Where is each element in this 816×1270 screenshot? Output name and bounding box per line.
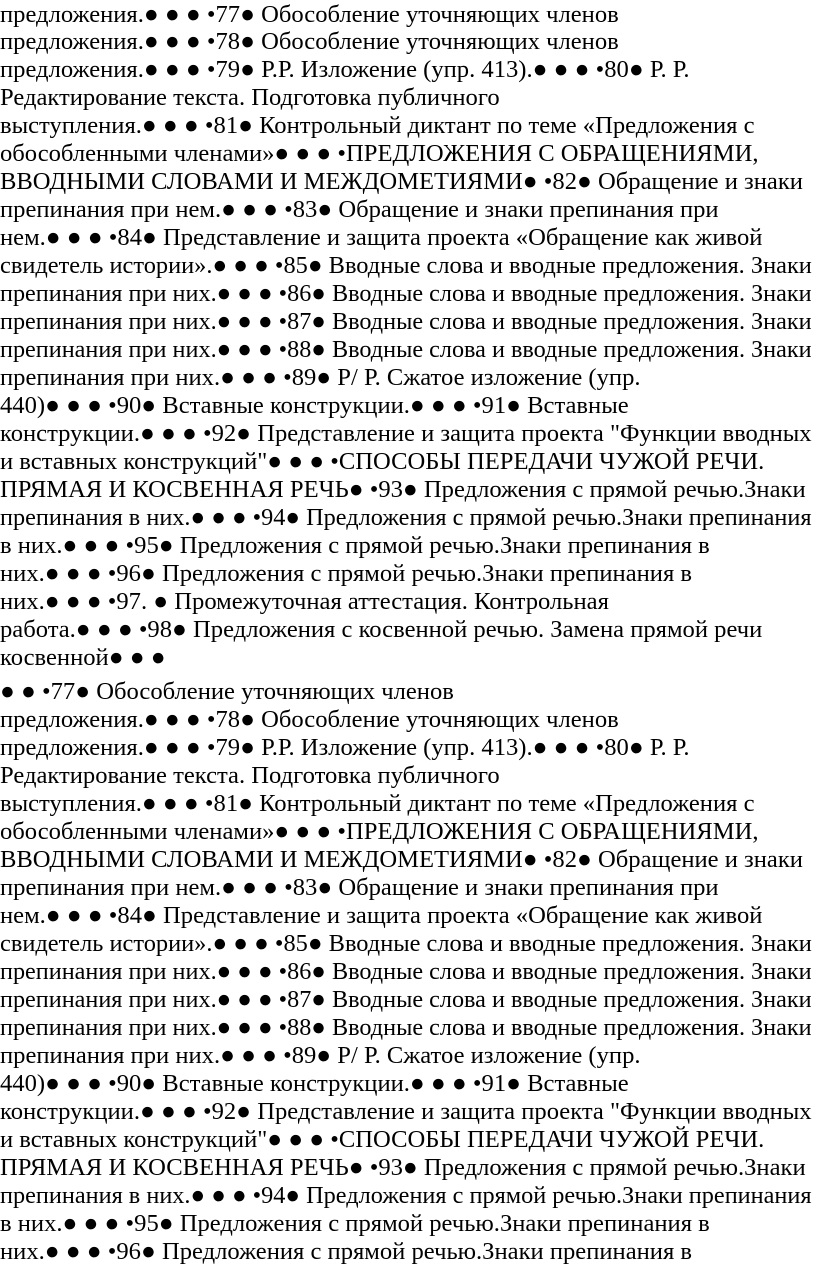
text-line: нем.● ● ● •84● Представление и защита проекта «Обращение как живой	[0, 224, 763, 251]
text-line: препинания при них.● ● ● •86● Вводные слова и вводные предложения. Знаки	[0, 280, 812, 307]
text-line: конструкции.● ● ● •92● Представление и защита проекта "Функции вводных	[0, 1098, 812, 1125]
text-line: них.● ● ● •96● Предложения с прямой речью.Знаки препинания в	[0, 560, 693, 587]
text-line: ВВОДНЫМИ СЛОВАМИ И МЕЖДОМЕТИЯМИ● •82● Обращение и знаки	[0, 168, 803, 195]
text-line: ВВОДНЫМИ СЛОВАМИ И МЕЖДОМЕТИЯМИ● •82● Обращение и знаки	[0, 846, 803, 873]
text-line: предложения.● ● ● •78● Обособление уточняющих членов	[0, 706, 619, 733]
text-line: свидетель истории».● ● ● •85● Вводные слова и вводные предложения. Знаки	[0, 930, 812, 957]
text-line: препинания при них.● ● ● •88● Вводные слова и вводные предложения. Знаки	[0, 336, 812, 363]
text-line: препинания в них.● ● ● •94● Предложения с прямой речью.Знаки препинания	[0, 1182, 812, 1209]
text-line: препинания при них.● ● ● •87● Вводные слова и вводные предложения. Знаки	[0, 986, 812, 1013]
text-line: ПРЯМАЯ И КОСВЕННАЯ РЕЧЬ● •93● Предложения с прямой речью.Знаки	[0, 476, 806, 503]
text-line: конструкции.● ● ● •92● Представление и защита проекта "Функции вводных	[0, 420, 812, 447]
text-line: и вставных конструкций"● ● ● •СПОСОБЫ ПЕРЕДАЧИ ЧУЖОЙ РЕЧИ.	[0, 1126, 765, 1153]
text-line: 440)● ● ● •90● Вставные конструкции.● ● ● •91● Вставные	[0, 392, 629, 419]
text-line: них.● ● ● •96● Предложения с прямой речью.Знаки препинания в	[0, 1238, 693, 1265]
text-line: препинания при нем.● ● ● •83● Обращение и знаки препинания при	[0, 196, 719, 223]
text-line: препинания при них.● ● ● •88● Вводные слова и вводные предложения. Знаки	[0, 1014, 812, 1041]
text-line: косвенной● ● ●	[0, 644, 166, 671]
text-line: в них.● ● ● •95● Предложения с прямой речью.Знаки препинания в	[0, 1210, 710, 1237]
text-line: ● ● •77● Обособление уточняющих членов	[0, 678, 454, 705]
text-line: ПРЯМАЯ И КОСВЕННАЯ РЕЧЬ● •93● Предложения с прямой речью.Знаки	[0, 1154, 806, 1181]
text-line: свидетель истории».● ● ● •85● Вводные слова и вводные предложения. Знаки	[0, 252, 812, 279]
text-line: них.● ● ● •97. ● Промежуточная аттестация. Контрольная	[0, 588, 609, 615]
text-line: препинания при нем.● ● ● •83● Обращение и знаки препинания при	[0, 874, 719, 901]
text-line: препинания при них.● ● ● •89● Р/ Р. Сжатое изложение (упр.	[0, 1042, 641, 1069]
text-line: Редактирование текста. Подготовка публичного	[0, 84, 500, 111]
text-line: препинания при них.● ● ● •87● Вводные слова и вводные предложения. Знаки	[0, 308, 812, 335]
text-line: в них.● ● ● •95● Предложения с прямой речью.Знаки препинания в	[0, 532, 710, 559]
text-line: выступления.● ● ● •81● Контрольный диктант по теме «Предложения с	[0, 112, 755, 139]
text-line: препинания при них.● ● ● •89● Р/ Р. Сжатое изложение (упр.	[0, 364, 641, 391]
text-line: предложения.● ● ● •78● Обособление уточняющих членов	[0, 28, 619, 55]
text-line: предложения.● ● ● •77● Обособление уточняющих членов	[0, 1, 619, 28]
text-line: препинания при них.● ● ● •86● Вводные слова и вводные предложения. Знаки	[0, 958, 812, 985]
text-line: препинания в них.● ● ● •94● Предложения с прямой речью.Знаки препинания	[0, 504, 812, 531]
text-line: 440)● ● ● •90● Вставные конструкции.● ● ● •91● Вставные	[0, 1070, 629, 1097]
text-line: предложения.● ● ● •79● Р.Р. Изложение (упр. 413).● ● ● •80● Р. Р.	[0, 56, 690, 83]
text-line: обособленными членами»● ● ● •ПРЕДЛОЖЕНИЯ С ОБРАЩЕНИЯМИ,	[0, 818, 759, 845]
text-line: и вставных конструкций"● ● ● •СПОСОБЫ ПЕРЕДАЧИ ЧУЖОЙ РЕЧИ.	[0, 448, 765, 475]
text-line: предложения.● ● ● •79● Р.Р. Изложение (упр. 413).● ● ● •80● Р. Р.	[0, 734, 690, 761]
text-line: Редактирование текста. Подготовка публичного	[0, 762, 500, 789]
text-line: работа.● ● ● •98● Предложения с косвенной речью. Замена прямой речи	[0, 616, 763, 643]
text-line: нем.● ● ● •84● Представление и защита проекта «Обращение как живой	[0, 902, 763, 929]
text-line: обособленными членами»● ● ● •ПРЕДЛОЖЕНИЯ С ОБРАЩЕНИЯМИ,	[0, 140, 759, 167]
text-line: выступления.● ● ● •81● Контрольный диктант по теме «Предложения с	[0, 790, 755, 817]
